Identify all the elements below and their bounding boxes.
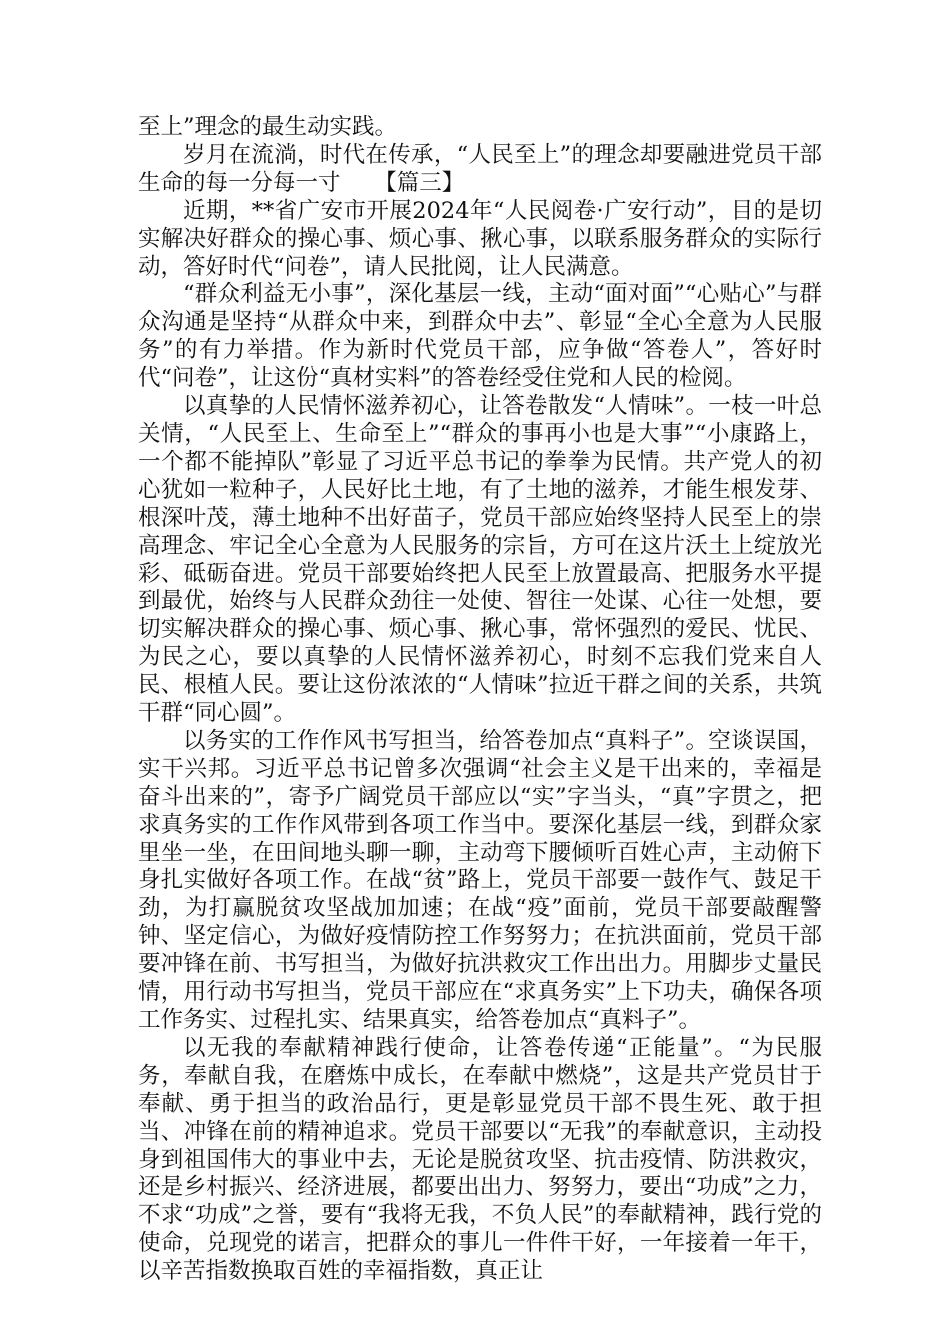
paragraph-5: 以真挚的人民情怀滋养初心，让答卷散发“人情味”。一枝一叶总关情，“人民至上、生命至上”“群众的事再小也是大事”“小康路上，一个都不能掉队”彰显了习近平总书记的拳拳为民情。共产党人的初心犹如一粒种子，人民好比土地，有了土地的滋养，才能生根发芽、根深叶茂，薄土地种不出好苗子，党员干部应始终坚持人民至上的崇高理念、牢记全心全意为人民服务的宗旨，方可在这片沃土上绽放光彩、砥砺奋进。党员干部要始终把人民至上放置最高、把服务水平提到最优，始终与人民群众劲往一处使、智往一处谋、心往一处想，要切实解决群众的操心事、烦心事、揪心事，常怀强烈的爱民、忧民、为民之心，要以真挚的人民情怀滋养初心，时刻不忘我们党来自人民、根植人民。要让这份浓浓的“人情味”拉近干群之间的关系，共筑干群“同心圆”。 (138, 393, 822, 727)
document-body (138, 114, 822, 1286)
paragraph-3: 近期，**省广安市开展2024年“人民阅卷·广安行动”，目的是切实解决好群众的操心事、烦心事、揪心事，以联系服务群众的实际行动，答好时代“问卷”，请人民批阅，让人民满意。 (138, 197, 822, 280)
paragraph-1: 至上”理念的最生动实践。 (138, 114, 398, 140)
paragraph-7: 以无我的奉献精神践行使命，让答卷传递“正能量”。“为民服务，奉献自我，在磨炼中成长，在奉献中燃烧”，这是共产党员甘于奉献、勇于担当的政治品行，更是彰显党员干部不畏生死、敢于担当、冲锋在前的精神追求。党员干部要以“无我”的奉献意识，主动投身到祖国伟大的事业中去，无论是脱贫攻坚、抗击疫情、防洪救灾，还是乡村振兴、经济进展，都要出出力、努努力，要出“功成”之力，不求“功成”之誉，要有“我将无我，不负人民”的奉献精神，践行党的使命，兑现党的诺言，把群众的事儿一件件干好，一年接着一年干，以辛苦指数换取百姓的幸福指数，真正让 (138, 1034, 822, 1285)
paragraph-2: 岁月在流淌，时代在传承，“人民至上”的理念却要融进党员干部生命的每一分每一寸 【篇三】 (138, 141, 822, 196)
paragraph-6: 以务实的工作作风书写担当，给答卷加点“真料子”。空谈误国，实干兴邦。习近平总书记曾多次强调“社会主义是干出来的，幸福是奋斗出来的”，寄予广阔党员干部应以“实”字当头，“真”字贯之，把求真务实的工作作风带到各项工作当中。要深化基层一线，到群众家里坐一坐，在田间地头聊一聊，主动弯下腰倾听百姓心声，主动俯下身扎实做好各项工作。在战“贫”路上，党员干部要一鼓作气、鼓足干劲，为打赢脱贫攻坚战加加速；在战“疫”面前，党员干部要敲醒警钟、坚定信心，为做好疫情防控工作努努力；在抗洪面前，党员干部要冲锋在前、书写担当，为做好抗洪救灾工作出出力。用脚步丈量民情，用行动书写担当，党员干部应在“求真务实”上下功夫，确保各项工作务实、过程扎实、结果真实，给答卷加点“真料子”。 (138, 727, 822, 1033)
paragraph-4: “群众利益无小事”，深化基层一线，主动“面对面”“心贴心”与群众沟通是坚持“从群众中来，到群众中去”、彰显“全心全意为人民服务”的有力举措。作为新时代党员干部，应争做“答卷人”，答好时代“问卷”，让这份“真材实料”的答卷经受住党和人民的检阅。 (138, 281, 822, 392)
